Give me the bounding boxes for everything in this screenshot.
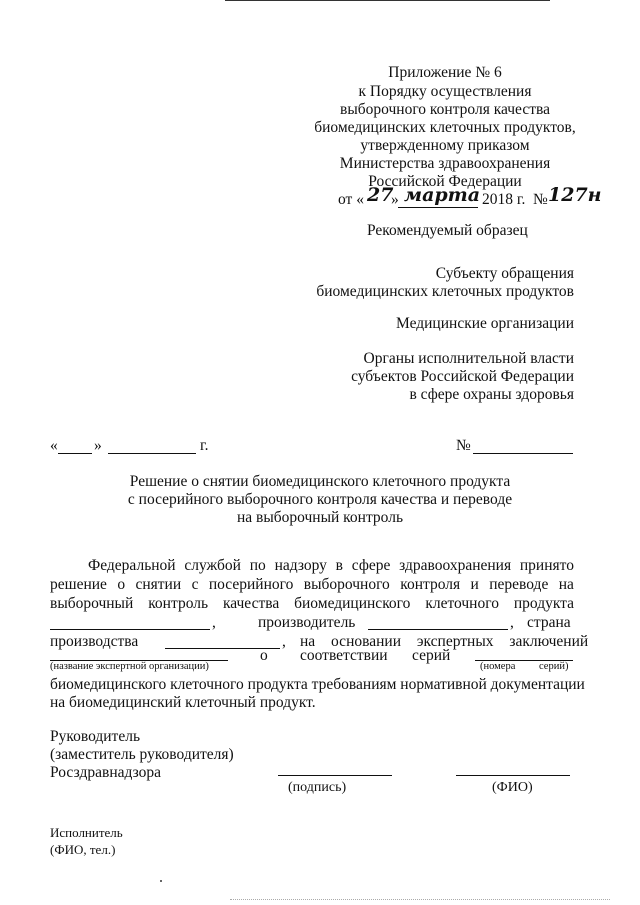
handwritten-order-number: 127н: [548, 184, 602, 206]
word: на: [558, 576, 574, 593]
signature-hint: (подпись): [288, 780, 347, 795]
scan-bottom-edge: [230, 899, 610, 900]
title-line-1: Решение о снятии биомедицинского клеточного продукта: [129, 473, 511, 490]
word: по: [249, 557, 266, 574]
word: здравоохранения: [399, 557, 512, 574]
date-close-quote: »: [391, 191, 399, 208]
appendix-line-3: выборочного контроля качества: [340, 101, 550, 118]
day-blank: [58, 453, 92, 454]
addressee-5: субъектов Российской Федерации: [351, 368, 574, 385]
body-line-1: [88, 556, 574, 575]
addressee-3: Медицинские организации: [396, 315, 574, 332]
word: биомедицинского: [294, 595, 411, 612]
open-quote: «: [50, 437, 58, 454]
addressee-1: Субъекту обращения: [435, 265, 574, 282]
handwritten-day: 27: [367, 184, 394, 206]
comma: ,: [282, 633, 286, 650]
appendix-line-6: Министерства здравоохранения: [339, 155, 551, 172]
word: выборочный: [50, 595, 134, 612]
comma: ,: [510, 614, 514, 631]
o-word: о: [260, 647, 268, 664]
addressee-4: Органы исполнительной власти: [363, 350, 574, 367]
body-line-8: на биомедицинский клеточный продукт.: [50, 694, 316, 711]
name-hint: (ФИО): [492, 780, 533, 795]
basis-phrase: на основании экспертных заключений: [300, 633, 589, 650]
word: надзору: [274, 557, 327, 574]
word: переводе: [489, 576, 549, 593]
number-blank: [473, 453, 573, 454]
appendix-line-7: Российской Федерации: [368, 173, 522, 190]
deputy-title: (заместитель руководителя): [50, 746, 234, 763]
word: с: [191, 576, 199, 593]
addressee-2: биомедицинских клеточных продуктов: [316, 283, 574, 300]
name-blank: [456, 775, 570, 776]
word: сфере: [351, 557, 391, 574]
word: продукта: [513, 595, 574, 612]
word: клеточного: [425, 595, 499, 612]
series-numbers-hint: (номера серий): [480, 661, 569, 672]
word: качества: [222, 595, 280, 612]
producer-blank: [368, 629, 508, 630]
production-label: производства: [50, 633, 139, 650]
country-label: страна: [527, 614, 571, 631]
word: в: [335, 557, 343, 574]
word: Федеральной: [88, 557, 176, 574]
head-title: Руководитель: [50, 728, 141, 745]
handwritten-month: марта: [404, 184, 481, 206]
word: выборочного: [303, 576, 390, 593]
series-word: серий: [412, 647, 451, 664]
body-line-2: [50, 575, 574, 594]
word: контроля: [400, 576, 461, 593]
word: о: [117, 576, 126, 593]
title-line-2: с посерийного выборочного контроля качества и переводе: [127, 491, 513, 508]
year-suffix: г.: [200, 437, 209, 454]
number-sign: №: [456, 437, 471, 454]
date-prefix: от «: [338, 191, 364, 208]
month-underline: [398, 207, 478, 208]
scan-top-edge: [225, 0, 550, 1]
title-line-3: на выборочный контроль: [236, 509, 404, 526]
sample-label: Рекомендуемый образец: [367, 222, 528, 239]
compliance-word: соответствии: [300, 647, 388, 664]
addressee-6: в сфере охраны здоровья: [409, 386, 574, 403]
word: решение: [50, 576, 107, 593]
order-year: 2018 г.: [482, 191, 526, 208]
body-line-3: [50, 594, 574, 613]
body-line-7: биомедицинского клеточного продукта требованиям нормативной документации: [50, 676, 585, 693]
producer-label: производитель: [258, 614, 356, 631]
word: принято: [519, 557, 574, 574]
order-number-sign: №: [533, 191, 548, 208]
word: службой: [184, 557, 241, 574]
executor-label: Исполнитель: [50, 825, 123, 840]
comma: ,: [212, 614, 216, 631]
close-quote: »: [94, 437, 102, 454]
appendix-line-1: Приложение № 6: [388, 64, 502, 81]
word: снятии: [135, 576, 182, 593]
expert-org-hint: (название экспертной организации): [50, 661, 209, 672]
signature-blank: [278, 775, 392, 776]
word: и: [470, 576, 479, 593]
product-name-blank: [50, 629, 210, 630]
appendix-line-4: биомедицинских клеточных продуктов,: [314, 119, 576, 136]
executor-contact: (ФИО, тел.): [50, 842, 116, 857]
appendix-line-2: к Порядку осуществления: [358, 83, 532, 100]
month-blank: [108, 453, 196, 454]
scan-speck: [160, 880, 162, 882]
word: контроль: [148, 595, 209, 612]
word: посерийного: [208, 576, 294, 593]
appendix-line-5: утвержденному приказом: [360, 137, 530, 154]
agency-name: Росздравнадзора: [50, 764, 161, 781]
